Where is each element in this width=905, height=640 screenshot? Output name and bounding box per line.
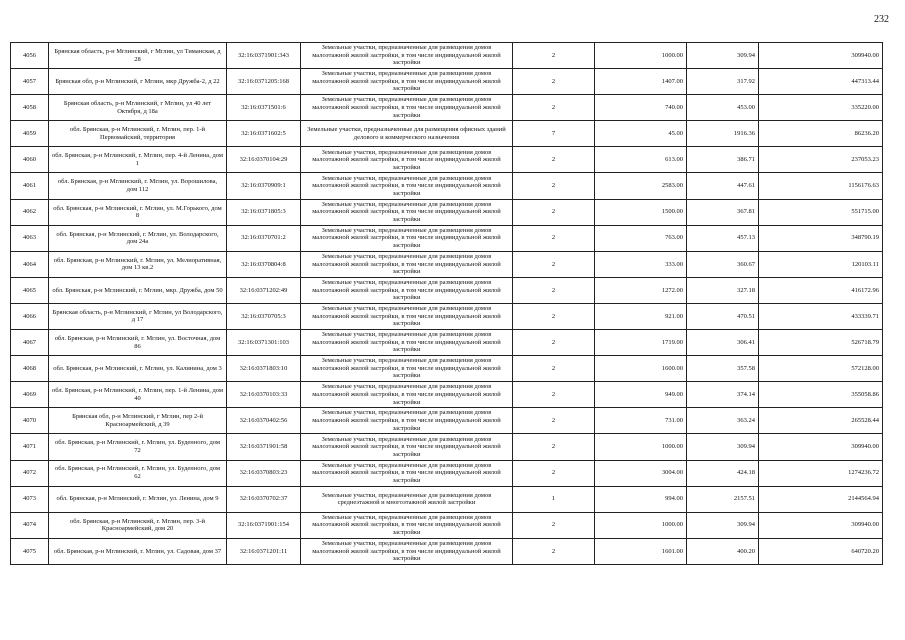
cadastral-value-cell: 2144564.94 <box>759 486 883 512</box>
cadastral-number-cell: 32:16:0371205:168 <box>227 69 301 95</box>
address-cell: обл. Брянская, р-н Мглинский, г. Мглин, ул. Буденного, дом 62 <box>49 460 227 486</box>
address-cell: обл. Брянская, р-н Мглинский, г. Мглин, ул. Мелиоративная, дом 13 кв.2 <box>49 251 227 277</box>
group-cell: 2 <box>513 43 595 69</box>
group-cell: 2 <box>513 251 595 277</box>
address-cell: обл. Брянская, р-н Мглинский, г. Мглин, ул. Ворошилова, дом 112 <box>49 173 227 199</box>
cadastral-value-cell: 1274236.72 <box>759 460 883 486</box>
cadastral-value-cell: 348790.19 <box>759 225 883 251</box>
cadastral-number-cell: 32:16:0370702:37 <box>227 486 301 512</box>
area-cell: 921.00 <box>595 303 687 329</box>
area-cell: 994.00 <box>595 486 687 512</box>
cadastral-number-cell: 32:16:0371901:58 <box>227 434 301 460</box>
area-cell: 1272.00 <box>595 277 687 303</box>
table-row <box>11 408 883 434</box>
group-cell: 2 <box>513 538 595 564</box>
area-cell: 3004.00 <box>595 460 687 486</box>
land-use-cell: Земельные участки, предназначенные для размещения домов малоэтажной жилой застройки, в том числе индивидуальной жилой застройки <box>301 434 513 460</box>
land-use-cell: Земельные участки, предназначенные для размещения офисных зданий делового и коммерческого назначения <box>301 121 513 147</box>
area-cell: 731.00 <box>595 408 687 434</box>
cadastral-value-cell: 237053.23 <box>759 147 883 173</box>
cadastral-number-cell: 32:16:0371602:5 <box>227 121 301 147</box>
table-row <box>11 173 883 199</box>
cadastral-number-cell: 32:16:0371803:10 <box>227 356 301 382</box>
specific-value-cell: 453.00 <box>687 95 759 121</box>
specific-value-cell: 309.94 <box>687 434 759 460</box>
cadastral-number-cell: 32:16:0371901:154 <box>227 512 301 538</box>
specific-value-cell: 424.18 <box>687 460 759 486</box>
area-cell: 1600.00 <box>595 356 687 382</box>
area-cell: 1601.00 <box>595 538 687 564</box>
group-cell: 2 <box>513 199 595 225</box>
row-number: 4059 <box>11 121 49 147</box>
group-cell: 2 <box>513 173 595 199</box>
cadastral-value-cell: 335220.00 <box>759 95 883 121</box>
cadastral-value-cell: 1156176.63 <box>759 173 883 199</box>
address-cell: Брянская область, р-н Мглинский, г Мглин, ул Володарского, д 17 <box>49 303 227 329</box>
row-number: 4070 <box>11 408 49 434</box>
address-cell: обл. Брянская, р-н Мглинский, г. Мглин, ул. Восточная, дом 86 <box>49 330 227 356</box>
land-use-cell: Земельные участки, предназначенные для размещения домов малоэтажной жилой застройки, в том числе индивидуальной жилой застройки <box>301 277 513 303</box>
table-row <box>11 538 883 564</box>
group-cell: 2 <box>513 434 595 460</box>
cadastral-value-cell: 551715.00 <box>759 199 883 225</box>
group-cell: 2 <box>513 147 595 173</box>
specific-value-cell: 309.94 <box>687 43 759 69</box>
table-row <box>11 330 883 356</box>
specific-value-cell: 447.61 <box>687 173 759 199</box>
land-use-cell: Земельные участки, предназначенные для размещения домов малоэтажной жилой застройки, в том числе индивидуальной жилой застройки <box>301 43 513 69</box>
group-cell: 2 <box>513 382 595 408</box>
table-row <box>11 303 883 329</box>
land-use-cell: Земельные участки, предназначенные для размещения домов малоэтажной жилой застройки, в том числе индивидуальной жилой застройки <box>301 512 513 538</box>
area-cell: 613.00 <box>595 147 687 173</box>
cadastral-number-cell: 32:16:0371202:49 <box>227 277 301 303</box>
cadastral-number-cell: 32:16:0371201:11 <box>227 538 301 564</box>
cadastral-number-cell: 32:16:0371901:343 <box>227 43 301 69</box>
group-cell: 2 <box>513 356 595 382</box>
area-cell: 45.00 <box>595 121 687 147</box>
area-cell: 740.00 <box>595 95 687 121</box>
table-row <box>11 199 883 225</box>
address-cell: обл. Брянская, р-н Мглинский, г. Мглин, пер. 4-й Ленина, дом 1 <box>49 147 227 173</box>
table-row <box>11 486 883 512</box>
land-use-cell: Земельные участки, предназначенные для размещения домов малоэтажной жилой застройки, в том числе индивидуальной жилой застройки <box>301 356 513 382</box>
table-row <box>11 225 883 251</box>
specific-value-cell: 2157.51 <box>687 486 759 512</box>
land-use-cell: Земельные участки, предназначенные для размещения домов малоэтажной жилой застройки, в том числе индивидуальной жилой застройки <box>301 460 513 486</box>
group-cell: 2 <box>513 408 595 434</box>
row-number: 4058 <box>11 95 49 121</box>
cadastral-value-cell: 309940.00 <box>759 43 883 69</box>
row-number: 4065 <box>11 277 49 303</box>
row-number: 4071 <box>11 434 49 460</box>
cadastral-number-cell: 32:16:0370804:8 <box>227 251 301 277</box>
specific-value-cell: 306.41 <box>687 330 759 356</box>
cadastral-number-cell: 32:16:0370705:3 <box>227 303 301 329</box>
land-use-cell: Земельные участки, предназначенные для размещения домов малоэтажной жилой застройки, в том числе индивидуальной жилой застройки <box>301 382 513 408</box>
group-cell: 2 <box>513 512 595 538</box>
land-use-cell: Земельные участки, предназначенные для размещения домов малоэтажной жилой застройки, в том числе индивидуальной жилой застройки <box>301 408 513 434</box>
row-number: 4067 <box>11 330 49 356</box>
land-use-cell: Земельные участки, предназначенные для размещения домов малоэтажной жилой застройки, в том числе индивидуальной жилой застройки <box>301 173 513 199</box>
address-cell: обл. Брянская, р-н Мглинский, г. Мглин, ул. Ленина, дом 9 <box>49 486 227 512</box>
land-use-cell: Земельные участки, предназначенные для размещения домов малоэтажной жилой застройки, в том числе индивидуальной жилой застройки <box>301 330 513 356</box>
specific-value-cell: 470.51 <box>687 303 759 329</box>
cadastral-registry-table <box>10 42 883 565</box>
specific-value-cell: 360.67 <box>687 251 759 277</box>
address-cell: обл. Брянская, р-н Мглинский, г. Мглин, ул. М.Горького, дом 8 <box>49 199 227 225</box>
specific-value-cell: 363.24 <box>687 408 759 434</box>
address-cell: Брянская обл, р-н Мглинский, г Мглин, пер 2-й Красноармейский, д 39 <box>49 408 227 434</box>
group-cell: 7 <box>513 121 595 147</box>
area-cell: 763.00 <box>595 225 687 251</box>
row-number: 4063 <box>11 225 49 251</box>
row-number: 4075 <box>11 538 49 564</box>
cadastral-value-cell: 355058.86 <box>759 382 883 408</box>
table-row <box>11 434 883 460</box>
cadastral-number-cell: 32:16:0371501:6 <box>227 95 301 121</box>
specific-value-cell: 374.14 <box>687 382 759 408</box>
table-row <box>11 277 883 303</box>
group-cell: 2 <box>513 69 595 95</box>
row-number: 4073 <box>11 486 49 512</box>
table-row <box>11 95 883 121</box>
row-number: 4061 <box>11 173 49 199</box>
specific-value-cell: 327.18 <box>687 277 759 303</box>
address-cell: обл. Брянская, р-н Мглинский, г. Мглин, ул. Володарского, дом 24а <box>49 225 227 251</box>
group-cell: 2 <box>513 460 595 486</box>
area-cell: 1719.00 <box>595 330 687 356</box>
row-number: 4060 <box>11 147 49 173</box>
land-use-cell: Земельные участки, предназначенные для размещения домов малоэтажной жилой застройки, в том числе индивидуальной жилой застройки <box>301 95 513 121</box>
cadastral-number-cell: 32:16:0370701:2 <box>227 225 301 251</box>
group-cell: 2 <box>513 330 595 356</box>
address-cell: обл. Брянская, р-н Мглинский, г. Мглин, пер. 1-й Ленина, дом 40 <box>49 382 227 408</box>
address-cell: обл. Брянская, р-н Мглинский, г. Мглин, пер. 1-й Первомайский, территория <box>49 121 227 147</box>
area-cell: 1000.00 <box>595 434 687 460</box>
area-cell: 1000.00 <box>595 43 687 69</box>
cadastral-number-cell: 32:16:0370909:1 <box>227 173 301 199</box>
address-cell: обл. Брянская, р-н Мглинский, г. Мглин, ул. Садовая, дом 37 <box>49 538 227 564</box>
table-row <box>11 382 883 408</box>
cadastral-value-cell: 309940.00 <box>759 434 883 460</box>
table-row <box>11 356 883 382</box>
row-number: 4074 <box>11 512 49 538</box>
cadastral-value-cell: 447313.44 <box>759 69 883 95</box>
area-cell: 333.00 <box>595 251 687 277</box>
specific-value-cell: 400.20 <box>687 538 759 564</box>
land-use-cell: Земельные участки, предназначенные для размещения домов малоэтажной жилой застройки, в том числе индивидуальной жилой застройки <box>301 147 513 173</box>
specific-value-cell: 1916.36 <box>687 121 759 147</box>
area-cell: 1500.00 <box>595 199 687 225</box>
land-use-cell: Земельные участки, предназначенные для размещения домов малоэтажной жилой застройки, в том числе индивидуальной жилой застройки <box>301 251 513 277</box>
area-cell: 1000.00 <box>595 512 687 538</box>
row-number: 4068 <box>11 356 49 382</box>
land-use-cell: Земельные участки, предназначенные для размещения домов малоэтажной жилой застройки, в том числе индивидуальной жилой застройки <box>301 303 513 329</box>
table-row <box>11 43 883 69</box>
cadastral-number-cell: 32:16:0370402:56 <box>227 408 301 434</box>
address-cell: обл. Брянская, р-н Мглинский, г. Мглин, ул. Буденного, дом 72 <box>49 434 227 460</box>
row-number: 4057 <box>11 69 49 95</box>
specific-value-cell: 317.92 <box>687 69 759 95</box>
cadastral-value-cell: 86236.20 <box>759 121 883 147</box>
cadastral-value-cell: 120103.11 <box>759 251 883 277</box>
cadastral-number-cell: 32:16:0370104:29 <box>227 147 301 173</box>
cadastral-value-cell: 526718.79 <box>759 330 883 356</box>
land-use-cell: Земельные участки, предназначенные для размещения домов малоэтажной жилой застройки, в том числе индивидуальной жилой застройки <box>301 69 513 95</box>
cadastral-value-cell: 265528.44 <box>759 408 883 434</box>
table-row <box>11 251 883 277</box>
table-row <box>11 147 883 173</box>
specific-value-cell: 367.81 <box>687 199 759 225</box>
group-cell: 2 <box>513 225 595 251</box>
address-cell: Брянская область, р-н Мглинский, г Мглин, ул 40 лет Октября, д 18а <box>49 95 227 121</box>
land-use-cell: Земельные участки, предназначенные для размещения домов малоэтажной жилой застройки, в том числе индивидуальной жилой застройки <box>301 199 513 225</box>
specific-value-cell: 357.58 <box>687 356 759 382</box>
cadastral-number-cell: 32:16:0370803:23 <box>227 460 301 486</box>
area-cell: 1407.00 <box>595 69 687 95</box>
land-use-cell: Земельные участки, предназначенные для размещения домов малоэтажной жилой застройки, в том числе индивидуальной жилой застройки <box>301 538 513 564</box>
table-row <box>11 121 883 147</box>
address-cell: обл. Брянская, р-н Мглинский, г. Мглин, пер. 3-й Красноармейский, дом 20 <box>49 512 227 538</box>
area-cell: 949.00 <box>595 382 687 408</box>
cadastral-value-cell: 572128.00 <box>759 356 883 382</box>
group-cell: 2 <box>513 95 595 121</box>
group-cell: 2 <box>513 303 595 329</box>
address-cell: Брянская область, р-н Мглинский, г Мглин, ул Тиманская, д 28 <box>49 43 227 69</box>
row-number: 4056 <box>11 43 49 69</box>
table-row <box>11 460 883 486</box>
specific-value-cell: 309.94 <box>687 512 759 538</box>
group-cell: 1 <box>513 486 595 512</box>
address-cell: обл. Брянская, р-н Мглинский, г. Мглин, ул. Калинина, дом 3 <box>49 356 227 382</box>
specific-value-cell: 457.13 <box>687 225 759 251</box>
row-number: 4069 <box>11 382 49 408</box>
land-use-cell: Земельные участки, предназначенные для размещения домов малоэтажной жилой застройки, в том числе индивидуальной жилой застройки <box>301 225 513 251</box>
row-number: 4072 <box>11 460 49 486</box>
group-cell: 2 <box>513 277 595 303</box>
address-cell: Брянская обл, р-н Мглинский, г Мглин, мкр Дружба-2, д 22 <box>49 69 227 95</box>
row-number: 4062 <box>11 199 49 225</box>
cadastral-number-cell: 32:16:0371301:103 <box>227 330 301 356</box>
table-row <box>11 69 883 95</box>
cadastral-number-cell: 32:16:0371805:3 <box>227 199 301 225</box>
cadastral-value-cell: 309940.00 <box>759 512 883 538</box>
specific-value-cell: 386.71 <box>687 147 759 173</box>
row-number: 4064 <box>11 251 49 277</box>
area-cell: 2583.00 <box>595 173 687 199</box>
land-use-cell: Земельные участки, предназначенные для размещения домов среднеэтажной и многоэтажной жилой застройки <box>301 486 513 512</box>
cadastral-value-cell: 640720.20 <box>759 538 883 564</box>
cadastral-value-cell: 433339.71 <box>759 303 883 329</box>
address-cell: обл. Брянская, р-н Мглинский, г. Мглин, мкр. Дружба, дом 50 <box>49 277 227 303</box>
table-row <box>11 512 883 538</box>
cadastral-number-cell: 32:16:0370103:33 <box>227 382 301 408</box>
row-number: 4066 <box>11 303 49 329</box>
page-number: 232 <box>874 14 889 25</box>
cadastral-value-cell: 416172.96 <box>759 277 883 303</box>
